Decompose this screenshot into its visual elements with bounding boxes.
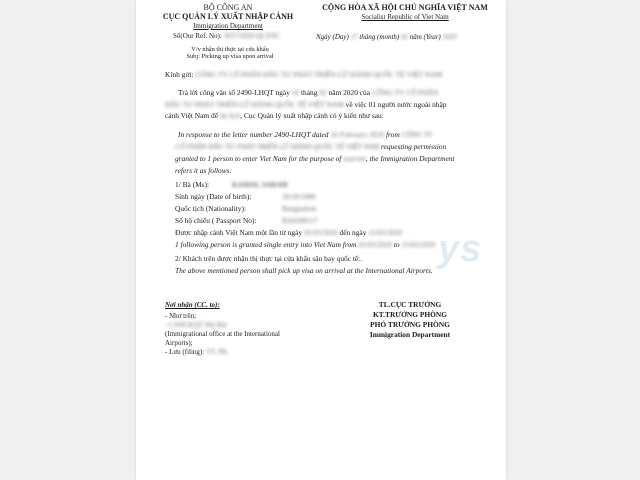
subject-vi: V/v nhận thị thực tại cửa khẩu	[191, 46, 269, 53]
passport-label: Số hộ chiếu ( Passport No):	[175, 216, 257, 225]
cc-line-2: - CANCKQT Nội Bài	[165, 321, 227, 329]
cc-line-1: - Như trên;	[165, 312, 197, 320]
paragraph-vi-line3: cảnh Việt Nam để du lịch, Cục Quản lý xuất nhập cảnh có ý kiến như sau:	[165, 111, 384, 120]
country-name-en: Socialist Republic of Viet Nam	[361, 13, 449, 21]
nationality-value: Bangladesh	[282, 204, 317, 213]
watermark: ys	[438, 228, 483, 270]
reference-number	[173, 32, 280, 40]
recipient-company: CÔNG TY CỔ PHẦN ĐẦU TƯ PHÁT TRIỂN LỮ HÀNH QUỐC TẾ VIỆT NAM	[195, 70, 443, 79]
dob-label: Sinh ngày (Date of birth):	[175, 192, 252, 201]
signature-title-1: TL.CỤC TRƯỞNG	[378, 300, 442, 309]
paragraph-en-line2: CỔ PHẦN ĐẦU TƯ PHÁT TRIỂN LỮ HÀNH QUỐC TẾ VIỆT NAM requesting permission	[175, 142, 447, 151]
visa-pickup-en: The above mentioned person shall pick up visa on arrival at the International Airports.	[175, 266, 433, 275]
nationality-label: Quốc tịch (Nationality):	[175, 204, 247, 213]
paragraph-en-line3: granted to 1 person to enter Viet Nam for the purpose of tourism, the Immigration Department	[175, 154, 455, 163]
paragraph-en-line4: refers it as follows:	[175, 166, 233, 175]
cc-line-3: (Immigrational office at the International	[165, 330, 280, 338]
subject-en: Subj: Picking up visa upon arrival	[186, 53, 274, 60]
reference-value: 3037/2020-QLXNC	[223, 32, 280, 40]
passport-value: BA0398117	[282, 216, 318, 225]
person-name-value: KAMAL SARAH	[232, 180, 288, 189]
entry-vi: Được nhập cảnh Việt Nam một lần từ ngày 01/03/2020 đến ngày 15/03/2020	[175, 228, 402, 237]
document-date: Ngày (Day) 17 tháng (month) 02 năm (Year) 2020	[316, 33, 457, 41]
paragraph-vi-line1: Trả lời công văn số 2490-LHQT ngày 16 tháng 02 năm 2020 của CÔNG TY CỔ PHẦN	[178, 88, 439, 97]
country-name: CỘNG HÒA XÃ HỘI CHỦ NGHĨA VIỆT NAM	[322, 3, 488, 12]
paragraph-en-line1: In response to the letter number 2490-LHQT dated 16 February 2020 from CÔNG TY	[178, 130, 433, 139]
reference-label: Số(Our Ref. No):	[173, 32, 222, 40]
signature-title-3: PHÓ TRƯỞNG PHÒNG	[370, 320, 450, 329]
ministry-name: BỘ CÔNG AN	[203, 3, 253, 12]
cc-title: Nơi nhận (CC. to):	[165, 301, 220, 309]
cc-line-4: Airports);	[165, 339, 193, 347]
signature-title-2: KT.TRƯỞNG PHÒNG	[373, 310, 447, 319]
department-name: CỤC QUẢN LÝ XUẤT NHẬP CẢNH	[162, 12, 294, 21]
dob-value: 20/10/1986	[282, 192, 316, 201]
visa-pickup-vi: 2/ Khách trên được nhận thị thực tại cửa khẩu sân bay quốc tế:.	[175, 254, 363, 263]
department-name-en: Immigration Department	[193, 22, 263, 30]
paragraph-vi-line2: ĐẦU TƯ PHÁT TRIỂN LỮ HÀNH QUỐC TẾ VIỆT NAM về việc 01 người nước ngoài nhập	[165, 100, 447, 109]
person-name-label: 1/ Bà (Ms):	[175, 180, 210, 189]
greeting: Kính gửi: CÔNG TY CỔ PHẦN ĐẦU TƯ PHÁT TRIỂN LỮ HÀNH QUỐC TẾ VIỆT NAM	[165, 70, 443, 79]
signature-department: Immigration Department	[369, 330, 451, 339]
entry-en: 1 following person is granted single entry into Viet Nam from 01/03/2020 to 15/03/2020	[175, 240, 436, 249]
cc-line-5: - Lưu (filing): VT, PK.	[165, 348, 229, 356]
